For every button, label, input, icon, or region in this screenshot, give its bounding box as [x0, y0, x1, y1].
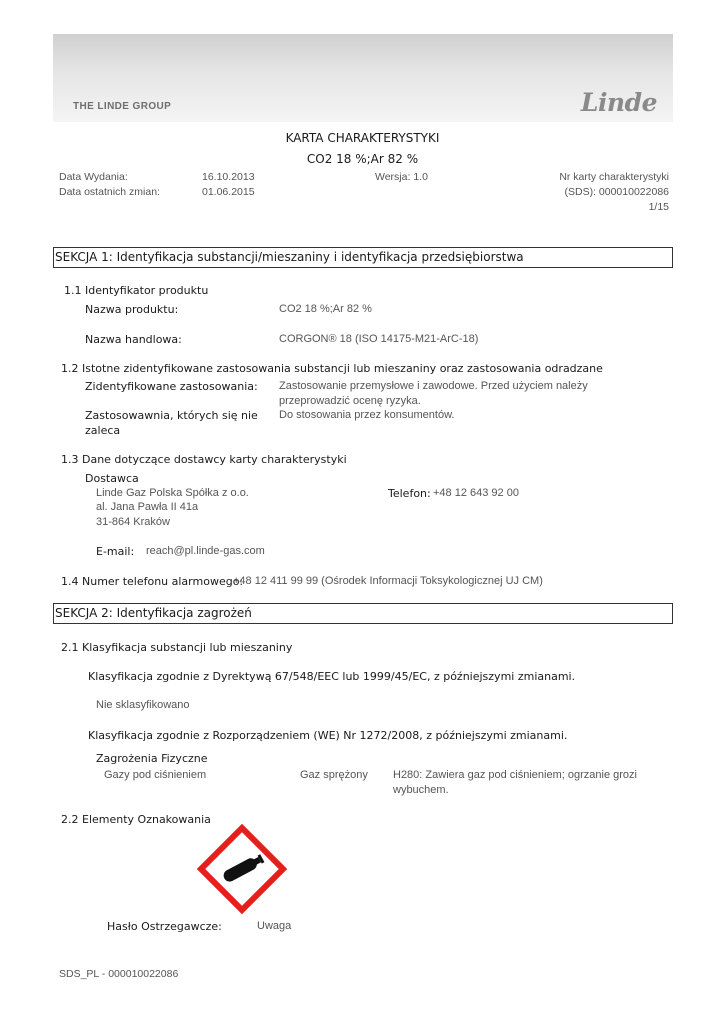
page-number: 1/15 [648, 201, 669, 213]
phone-value: +48 12 643 92 00 [433, 487, 519, 499]
product-name-label: Nazwa produktu: [85, 303, 179, 316]
subsection-2-1: 2.1 Klasyfikacja substancji lub mieszaniny [61, 641, 293, 654]
hazard-statement-line2: wybuchem. [393, 784, 449, 796]
identified-uses-line2: przeprowadzić ocenę ryzyka. [279, 395, 421, 407]
emergency-phone-value: +48 12 411 99 99 (Ośrodek Informacji Toksykologicznej UJ CM) [233, 575, 543, 587]
identified-uses-line1: Zastosowanie przemysłowe i zawodowe. Przed użyciem należy [279, 380, 588, 392]
regulation-classification-title: Klasyfikacja zgodnie z Rozporządzeniem (WE) Nr 1272/2008, z późniejszymi zmianami. [88, 729, 568, 742]
not-recommended-label-line2: zaleca [85, 424, 121, 437]
doc-product-line: CO2 18 %;Ar 82 % [306, 152, 419, 166]
hazard-category: Gaz sprężony [300, 769, 368, 781]
section2-heading: SEKCJA 2: Identyfikacja zagrożeń [55, 606, 252, 620]
product-name: CO2 18 %;Ar 82 % [279, 303, 372, 315]
sds-number: (SDS): 000010022086 [564, 186, 669, 198]
email-label: E-mail: [96, 545, 135, 558]
physical-hazards-label: Zagrożenia Fizyczne [96, 752, 208, 765]
gas-cylinder-icon [200, 827, 284, 911]
version: Wersja: 1.0 [375, 171, 428, 183]
hazard-class: Gazy pod ciśnieniem [104, 769, 207, 781]
supplier-name: Linde Gaz Polska Spółka z o.o. [96, 487, 249, 499]
subsection-1-2: 1.2 Istotne zidentyfikowane zastosowania substancji lub mieszaniny oraz zastosowania odradzane [61, 362, 603, 375]
header-banner [53, 34, 673, 122]
section1-heading-box [53, 247, 673, 268]
phone-label: Telefon: [388, 487, 431, 500]
signal-word-label: Hasło Ostrzegawcze: [107, 920, 222, 933]
directive-classification-title: Klasyfikacja zgodnie z Dyrektywą 67/548/EEC lub 1999/45/EC, z późniejszymi zmianami. [88, 670, 576, 683]
not-recommended-label-line1: Zastosowawnia, których się nie [85, 409, 258, 422]
supplier-city: 31-864 Kraków [96, 516, 170, 528]
subsection-1-1: 1.1 Identyfikator produktu [64, 284, 209, 297]
trade-name: CORGON® 18 (ISO 14175-M21-ArC-18) [279, 333, 479, 345]
hazard-statement-line1: H280: Zawiera gaz pod ciśnieniem; ogrzanie grozi [393, 769, 637, 781]
subsection-2-2: 2.2 Elementy Oznakowania [61, 813, 211, 826]
sds-label: Nr karty charakterystyki [559, 171, 669, 183]
signal-word-value: Uwaga [257, 920, 292, 932]
supplier-label: Dostawca [85, 472, 139, 485]
doc-title: KARTA CHARAKTERYSTYKI [285, 131, 440, 145]
revision-date: 01.06.2015 [202, 186, 255, 198]
group-name: THE LINDE GROUP [73, 101, 172, 112]
email-value[interactable]: reach@pl.linde-gas.com [146, 545, 265, 557]
supplier-street: al. Jana Pawła II 41a [96, 501, 199, 513]
footer-code: SDS_PL - 000010022086 [59, 968, 179, 980]
issue-date-label: Data Wydania: [59, 171, 128, 183]
linde-logo: Linde [580, 88, 657, 117]
trade-name-label: Nazwa handlowa: [85, 333, 182, 346]
issue-date: 16.10.2013 [202, 171, 255, 183]
directive-classification-value: Nie sklasyfikowano [96, 699, 190, 711]
subsection-1-3: 1.3 Dane dotyczące dostawcy karty charakterystyki [61, 453, 347, 466]
emergency-phone-label: 1.4 Numer telefonu alarmowego: [61, 575, 244, 588]
revision-date-label: Data ostatnich zmian: [59, 186, 160, 198]
identified-uses-label: Zidentyfikowane zastosowania: [85, 380, 258, 393]
not-recommended-value: Do stosowania przez konsumentów. [279, 409, 455, 421]
section1-heading: SEKCJA 1: Identyfikacja substancji/mieszaniny i identyfikacja przedsiębiorstwa [55, 250, 524, 264]
section2-heading-box [53, 603, 673, 624]
